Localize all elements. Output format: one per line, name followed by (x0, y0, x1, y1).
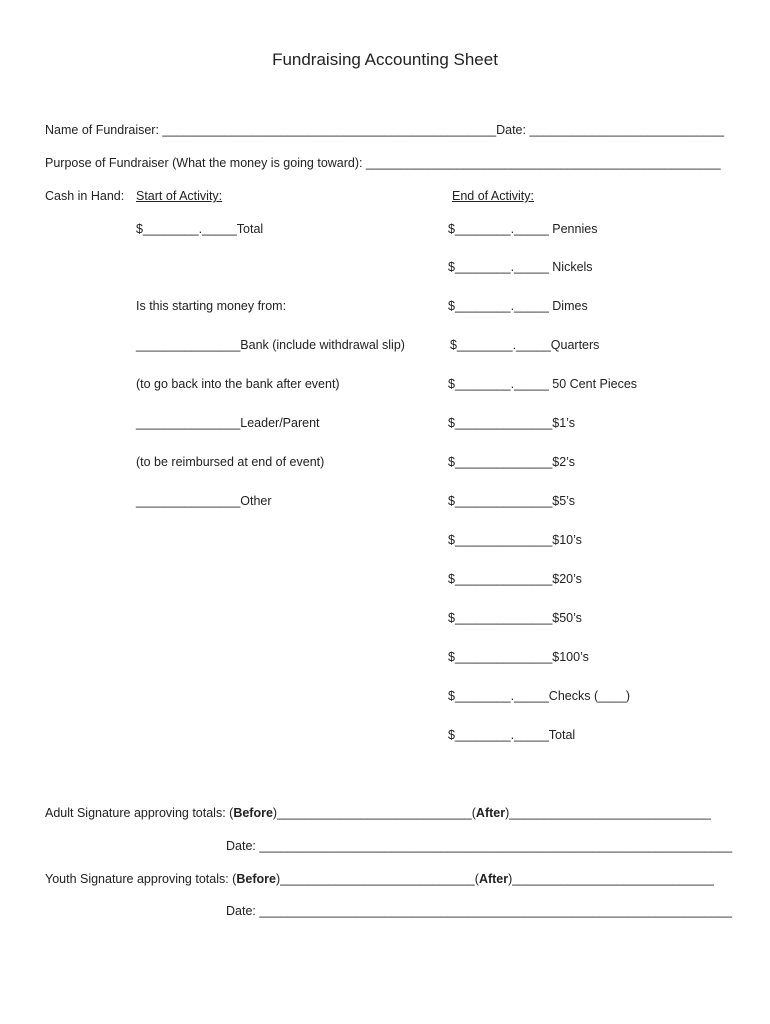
youth-date-line: Date: ____________________________________________________________________ (226, 904, 733, 918)
cash-in-hand-label: Cash in Hand: (45, 189, 125, 203)
adult-signature-label: Adult Signature approving totals: (45, 806, 230, 820)
start-total-line: $________._____Total (136, 222, 264, 236)
end-item-1-dollar: $______________$1’s (448, 416, 575, 430)
end-item-checks: $________._____Checks (____) (448, 689, 631, 703)
adult-date-line: Date: ____________________________________________________________________ (226, 839, 733, 853)
before-label: Before (233, 806, 273, 820)
youth-signature-label: Youth Signature approving totals: (45, 872, 233, 886)
end-item-quarters: $________._____Quarters (450, 338, 600, 352)
end-of-activity-heading: End of Activity: (452, 189, 534, 203)
end-item-5-dollar: $______________$5’s (448, 494, 575, 508)
after-label: After (475, 806, 506, 820)
adult-signature-line: Adult Signature approving totals: (Before)____________________________(After)_____________________________ (45, 806, 711, 820)
purpose-line: Purpose of Fundraiser (What the money is going toward): ___________________________________________________ (45, 156, 721, 170)
bank-note: (to go back into the bank after event) (136, 377, 340, 391)
end-item-50-dollar: $______________$50’s (448, 611, 582, 625)
after-signature-blank: _____________________________ (509, 806, 711, 820)
end-item-dimes: $________._____ Dimes (448, 299, 588, 313)
end-item-50-cent: $________._____ 50 Cent Pieces (448, 377, 638, 391)
end-item-pennies: $________._____ Pennies (448, 222, 598, 236)
leader-option: _______________Leader/Parent (136, 416, 320, 430)
end-item-nickels: $________._____ Nickels (448, 260, 593, 274)
before-label: Before (236, 872, 276, 886)
source-question: Is this starting money from: (136, 299, 287, 313)
after-signature-blank: _____________________________ (512, 872, 714, 886)
end-item-total: $________._____Total (448, 728, 576, 742)
other-option: _______________Other (136, 494, 272, 508)
fundraiser-name-date-line: Name of Fundraiser: ________________________________________________Date: ____________________________ (45, 123, 725, 137)
end-item-20-dollar: $______________$20’s (448, 572, 582, 586)
end-item-2-dollar: $______________$2’s (448, 455, 575, 469)
start-of-activity-heading: Start of Activity: (136, 189, 223, 203)
end-item-10-dollar: $______________$10’s (448, 533, 582, 547)
end-item-100-dollar: $______________$100’s (448, 650, 589, 664)
before-signature-blank: ____________________________ (280, 872, 475, 886)
before-signature-blank: ____________________________ (277, 806, 472, 820)
youth-signature-line: Youth Signature approving totals: (Before)____________________________(After)_____________________________ (45, 872, 714, 886)
bank-option: _______________Bank (include withdrawal slip) (136, 338, 405, 352)
page-title: Fundraising Accounting Sheet (272, 50, 498, 69)
leader-note: (to be reimbursed at end of event) (136, 455, 325, 469)
after-label: After (478, 872, 509, 886)
